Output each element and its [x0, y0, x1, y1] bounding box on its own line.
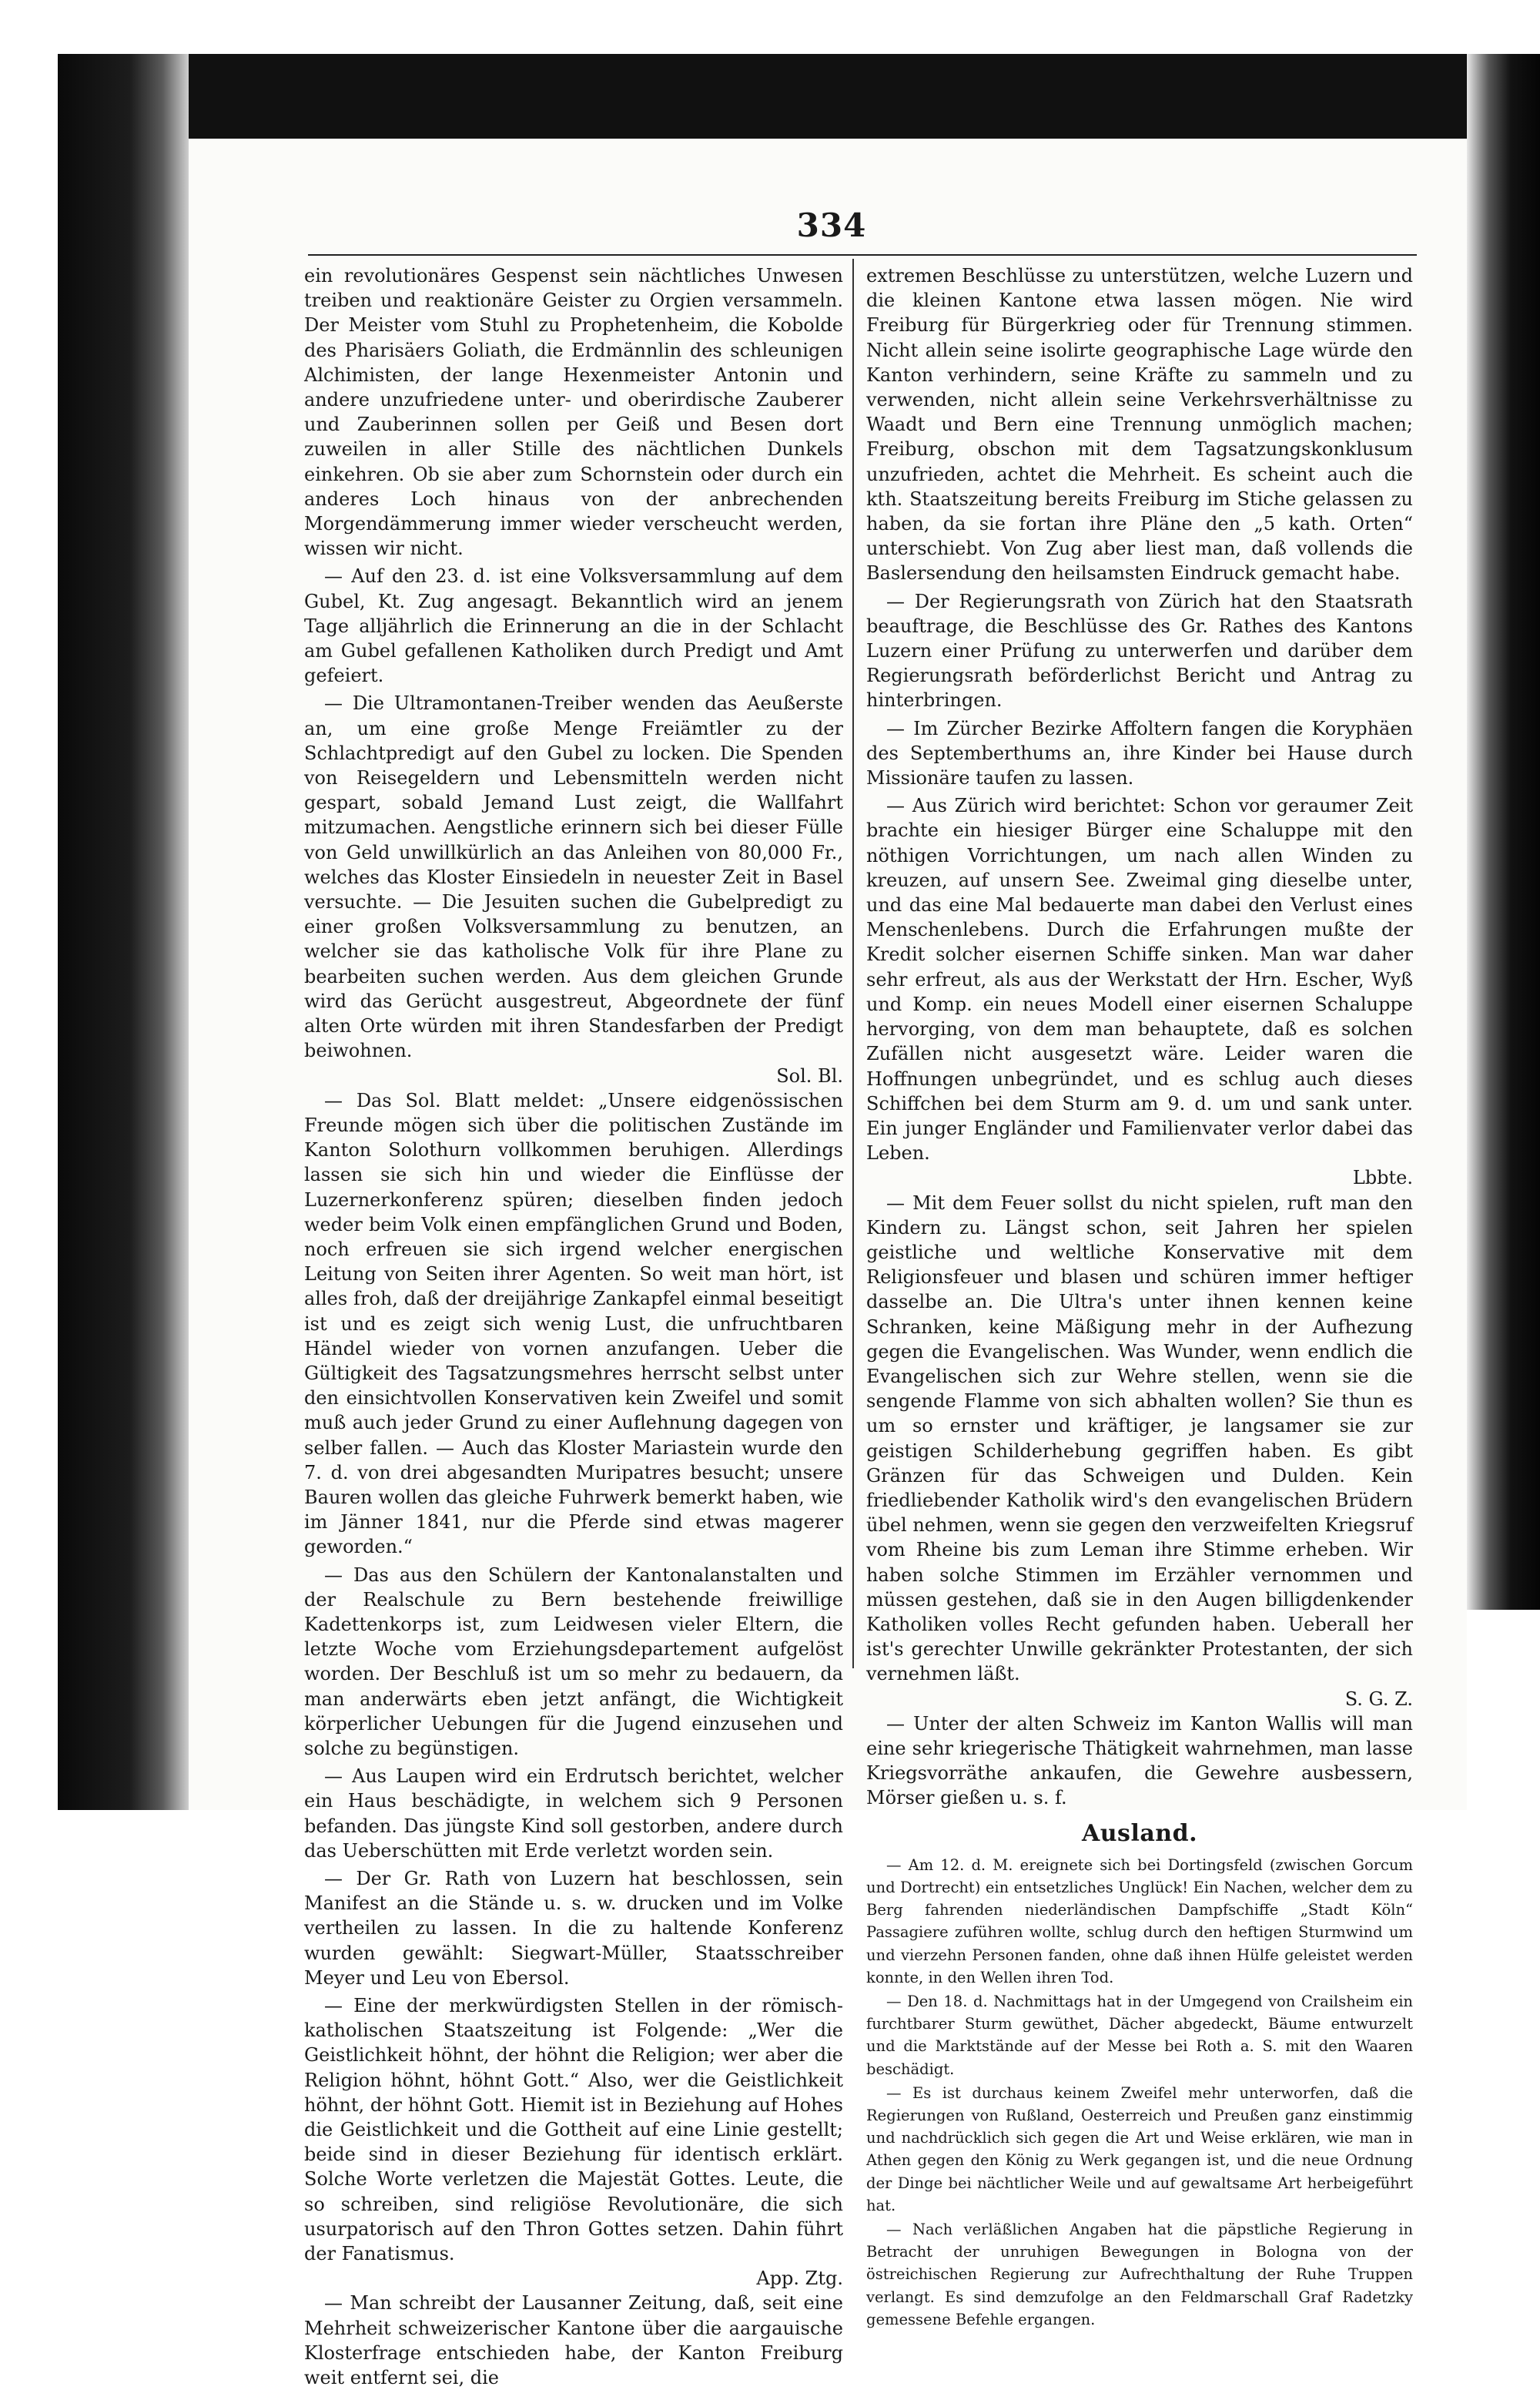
- article-paragraph: — Eine der merkwürdigsten Stellen in der römisch-katholischen Staatszeitung ist Folgende: „Wer die Geistlichkeit höhnt, der höhnt die Religion; wer aber die Religion höhnt, höhnt Gott.“ Also, wer die Geistlichkeit höhnt, der höhnt Gott. Hiemit ist in Beziehung auf Hohes die Geistlichkeit und die Gottheit auf eine Linie gestellt; beide sind in dieser Beziehung für identisch erklärt. Solche Worte verletzen die Majestät Gottes. Leute, die so schreiben, sind religiöse Revolutionäre, die sich usurpatorisch auf den Thron Gottes setzen. Dahin führt der Fanatismus.: [304, 1995, 843, 2265]
- source-attribution: App. Ztg.: [756, 2268, 843, 2290]
- section-heading-ausland: Ausland.: [1081, 1819, 1198, 1847]
- foreign-news-item: — Am 12. d. M. ereignete sich bei Dortingsfeld (zwischen Gorcum und Dortrecht) ein entsetzliches Unglück! Ein Nachen, welcher dem zu Berg fahrenden niederländischen Dampfschiffe „Stadt Köln“ Passagiere zuführen wollte, schlug durch den heftigen Sturmwind um und vierzehn Personen fanden, ohne daß ihnen Hülfe geleistet werden konnte, in den Wellen ihren Tod.: [866, 1855, 1413, 1986]
- right-column: [866, 263, 1413, 2328]
- article-paragraph: — Das aus den Schülern der Kantonalanstalten und der Realschule zu Bern bestehende freiwillige Kadettenkorps ist, zum Leidwesen vieler Eltern, die letzte Woche vom Erziehungsdepartement aufgelöst worden. Der Beschluß ist um so mehr zu bedauern, da man anderwärts eben jetzt anfängt, die Wichtigkeit körperlicher Uebungen für die Jugend einzusehen und solche zu begünstigen.: [304, 1564, 843, 1759]
- article-paragraph: — Man schreibt der Lausanner Zeitung, daß, seit eine Mehrheit schweizerischer Kantone über die aargauische Klosterfrage entschieden habe, der Kanton Freiburg weit entfernt sei, die: [304, 2292, 843, 2389]
- source-attribution: Lbbte.: [1352, 1167, 1413, 1189]
- article-paragraph: — Auf den 23. d. ist eine Volksversammlung auf dem Gubel, Kt. Zug angesagt. Bekanntlich wird an jenem Tage alljährlich die Erinnerung an die in der Schlacht am Gubel gefallenen Katholiken durch Predigt und Amt gefeiert.: [304, 565, 843, 687]
- page-number: 334: [796, 206, 867, 244]
- article-paragraph: — Im Zürcher Bezirke Affoltern fangen die Koryphäen des Septemberthums an, ihre Kinder bei Hause durch Missionäre taufen zu lassen.: [866, 717, 1413, 789]
- article-paragraph: — Unter der alten Schweiz im Kanton Wallis will man eine sehr kriegerische Thätigkeit wahrnehmen, man lasse Kriegsvorräthe ankaufen, die Gewehre ausbessern, Mörser gießen u. s. f.: [866, 1712, 1413, 1809]
- article-paragraph: — Der Gr. Rath von Luzern hat beschlossen, sein Manifest an die Stände u. s. w. drucken und im Volke vertheilen zu lassen. In die zu haltende Konferenz wurden gewählt: Siegwart-Müller, Staatsschreiber Meyer und Leu von Ebersol.: [304, 1868, 843, 1989]
- article-paragraph: — Aus Laupen wird ein Erdrutsch berichtet, welcher ein Haus beschädigte, in welchem sich 9 Personen befanden. Das jüngste Kind soll gestorben, andere durch das Ueberschütten mit Erde verletzt worden sein.: [304, 1765, 843, 1862]
- source-attribution: Sol. Bl.: [776, 1064, 843, 1087]
- ausland-section: [866, 1854, 1413, 2331]
- article-paragraph: — Mit dem Feuer sollst du nicht spielen, ruft man den Kindern zu. Längst schon, seit Jahren her spielen geistliche und weltliche Konservative mit dem Religionsfeuer und blasen und schüren immer heftiger dasselbe an. Die Ultra's unter ihnen kennen keine Schranken, keine Mäßigung mehr in der Aufhezung gegen die Evangelischen. Was Wunder, wenn endlich die Evangelischen sich zur Wehre stellen, wenn sie die sengende Flamme von sich abhalten wollen? Sie thun es um so ernster und kräftiger, je langsamer sie zur geistigen Schilderhebung gegriffen haben. Es gibt Gränzen für das Schweigen und Dulden. Kein friedliebender Katholik wird's den evangelischen Brüdern übel nehmen, wenn sie gegen den verzweifelten Kriegsruf vom Rheine bis zum Leman ihre Stimme erheben. Wir haben solche Stimmen im Erzähler vernommen und müssen gestehen, daß sie in den Augen billigdenkender Katholiken volles Recht gefunden haben. Ueberall her ist's gerechter Unwille gekränkter Protestanten, der sich vernehmen läßt.: [866, 1192, 1413, 1685]
- article-paragraph: — Aus Zürich wird berichtet: Schon vor geraumer Zeit brachte ein hiesiger Bürger eine Schaluppe mit den nöthigen Vorrichtungen, um nach allen Winden zu kreuzen, auf unsern See. Zweimal ging dieselbe unter, und das eine Mal bedauerte man dabei den Verlust eines Menschenlebens. Durch die Erfahrungen mußte der Kredit solcher eisernen Schiffe sinken. Man war daher sehr erfreut, als aus der Werkstatt der Hrn. Escher, Wyß und Komp. ein neues Modell einer eisernen Schaluppe hervorging, von dem man behauptete, daß es solchen Zufällen nicht ausgesetzt wäre. Leider waren die Hoffnungen unbegründet, und es schlug auch dieses Schiffchen bei dem Sturm am 9. d. um und sank unter. Ein junger Engländer und Familienvater verlor dabei das Leben.: [866, 795, 1413, 1165]
- article-paragraph: — Das Sol. Blatt meldet: „Unsere eidgenössischen Freunde mögen sich über die politischen Zustände im Kanton Solothurn vollkommen beruhigen. Allerdings lassen sie sich hin und wieder die Einflüsse der Luzernerkonferenz spüren; dieselben finden jedoch weder beim Volk einen empfänglichen Grund und Boden, noch erfreuen sie sich irgend welcher energischen Leitung von Seiten ihrer Agenten. So weit man hört, ist alles froh, daß der dreijährige Zankapfel einmal beseitigt ist und es zeigt sich wenig Lust, die unfruchtbaren Händel wieder von vornen anzufangen. Ueber die Gültigkeit des Tagsatzungsmehres herrscht selbst unter den einsichtvollen Konservativen kein Zweifel und somit muß auch jeder Grund zu einer Auflehnung dagegen von selber fallen. — Auch das Kloster Mariastein wurde den 7. d. von drei abgesandten Muripatres besucht; unsere Bauren wollen das gleiche Fuhrwerk bemerkt haben, wie im Jänner 1841, nur die Pferde sind etwas magerer geworden.“: [304, 1089, 843, 1558]
- scan-border-right: [1467, 54, 1540, 1610]
- foreign-news-item: — Nach verläßlichen Angaben hat die päpstliche Regierung in Betracht der unruhigen Bewegungen in Bologna von der östreichischen Regierung zur Aufrechthaltung der Ruhe Truppen verlangt. Es sind demzufolge an den Feldmarschall Graf Radetzky gemessene Befehle ergangen.: [866, 2221, 1413, 2328]
- scan-border-top: [58, 54, 1540, 139]
- column-divider: [852, 259, 854, 1668]
- left-column: [304, 263, 843, 2389]
- header-rule: [308, 254, 1417, 256]
- foreign-news-item: — Den 18. d. Nachmittags hat in der Umgegend von Crailsheim ein furchtbarer Sturm gewüthet, Dächer abgedeckt, Bäume entwurzelt und die Marktstände auf der Messe bei Roth a. S. mit den Waaren beschädigt.: [866, 1993, 1413, 2078]
- foreign-news-item: — Es ist durchaus keinem Zweifel mehr unterworfen, daß die Regierungen von Rußland, Oesterreich und Preußen ganz einstimmig und nachdrücklich sich gegen die Art und Weise erklären, wie man in Athen gegen den König zu Werk gegangen ist, und die neue Ordnung der Dinge bei nächtlicher Weile und auf gewaltsame Art herbeigeführt hat.: [866, 2083, 1413, 2214]
- article-paragraph: — Die Ultramontanen-Treiber wenden das Aeußerste an, um eine große Menge Freiämtler zu der Schlachtpredigt auf den Gubel zu locken. Die Spenden von Reisegeldern und Lebensmitteln werden nicht gespart, sobald Jemand Lust zeigt, die Wallfahrt mitzumachen. Aengstliche erinnern sich bei dieser Fülle von Geld unwillkürlich an das Anleihen von 80,000 Fr., welches das Kloster Einsiedeln in neuester Zeit in Basel versuchte. — Die Jesuiten suchen die Gubelpredigt zu einer großen Volksversammlung zu benutzen, an welcher sie das katholische Volk für ihre Plane zu bearbeiten suchen werden. Aus dem gleichen Grunde wird das Gerücht ausgestreut, Abgeordnete der fünf alten Orte würden mit ihren Standesfarben der Predigt beiwohnen.: [304, 692, 843, 1062]
- article-paragraph: ein revolutionäres Gespenst sein nächtliches Unwesen treiben und reaktionäre Geister zu Orgien versammeln. Der Meister vom Stuhl zu Prophetenheim, die Kobolde des Pharisäers Goliath, die Erdmännlin des schleunigen Alchimisten, der lange Hexenmeister Antonin und andere unzufriedene unter- und oberirdische Zauberer und Zauberinnen sollen per Geiß und Besen dort zuweilen in aller Stille des nächtlichen Dunkels einkehren. Ob sie aber zum Schornstein oder durch ein anderes Loch hinaus von der anbrechenden Morgendämmerung immer wieder verscheucht werden, wissen wir nicht.: [304, 265, 843, 560]
- source-attribution: S. G. Z.: [1344, 1688, 1413, 1710]
- article-paragraph: extremen Beschlüsse zu unterstützen, welche Luzern und die kleinen Kantone etwa lassen mögen. Nie wird Freiburg für Bürgerkrieg oder für Trennung stimmen. Nicht allein seine isolirte geographische Lage würde den Kanton verhindern, seine Kräfte zu sammeln und zu verwenden, nicht allein seine Verkehrsverhältnisse zu Waadt und Bern eine Trennung unmöglich machen; Freiburg, obschon mit dem Tagsatzungskonklusum unzufrieden, achtet die Mehrheit. Es scheint auch die kth. Staatszeitung bereits Freiburg im Stiche gelassen zu haben, da sie fortan ihre Pläne den „5 kath. Orten“ unterschiebt. Von Zug aber liest man, daß vollends die Baslersendung den heilsamsten Eindruck gemacht habe.: [866, 265, 1413, 585]
- article-paragraph: — Der Regierungsrath von Zürich hat den Staatsrath beauftrage, die Beschlüsse des Gr. Rathes des Kantons Luzern einer Prüfung zu unterwerfen und darüber dem Regierungsrath beförderlichst Bericht und Antrag zu hinterbringen.: [866, 590, 1413, 712]
- scan-border-left: [58, 54, 189, 1810]
